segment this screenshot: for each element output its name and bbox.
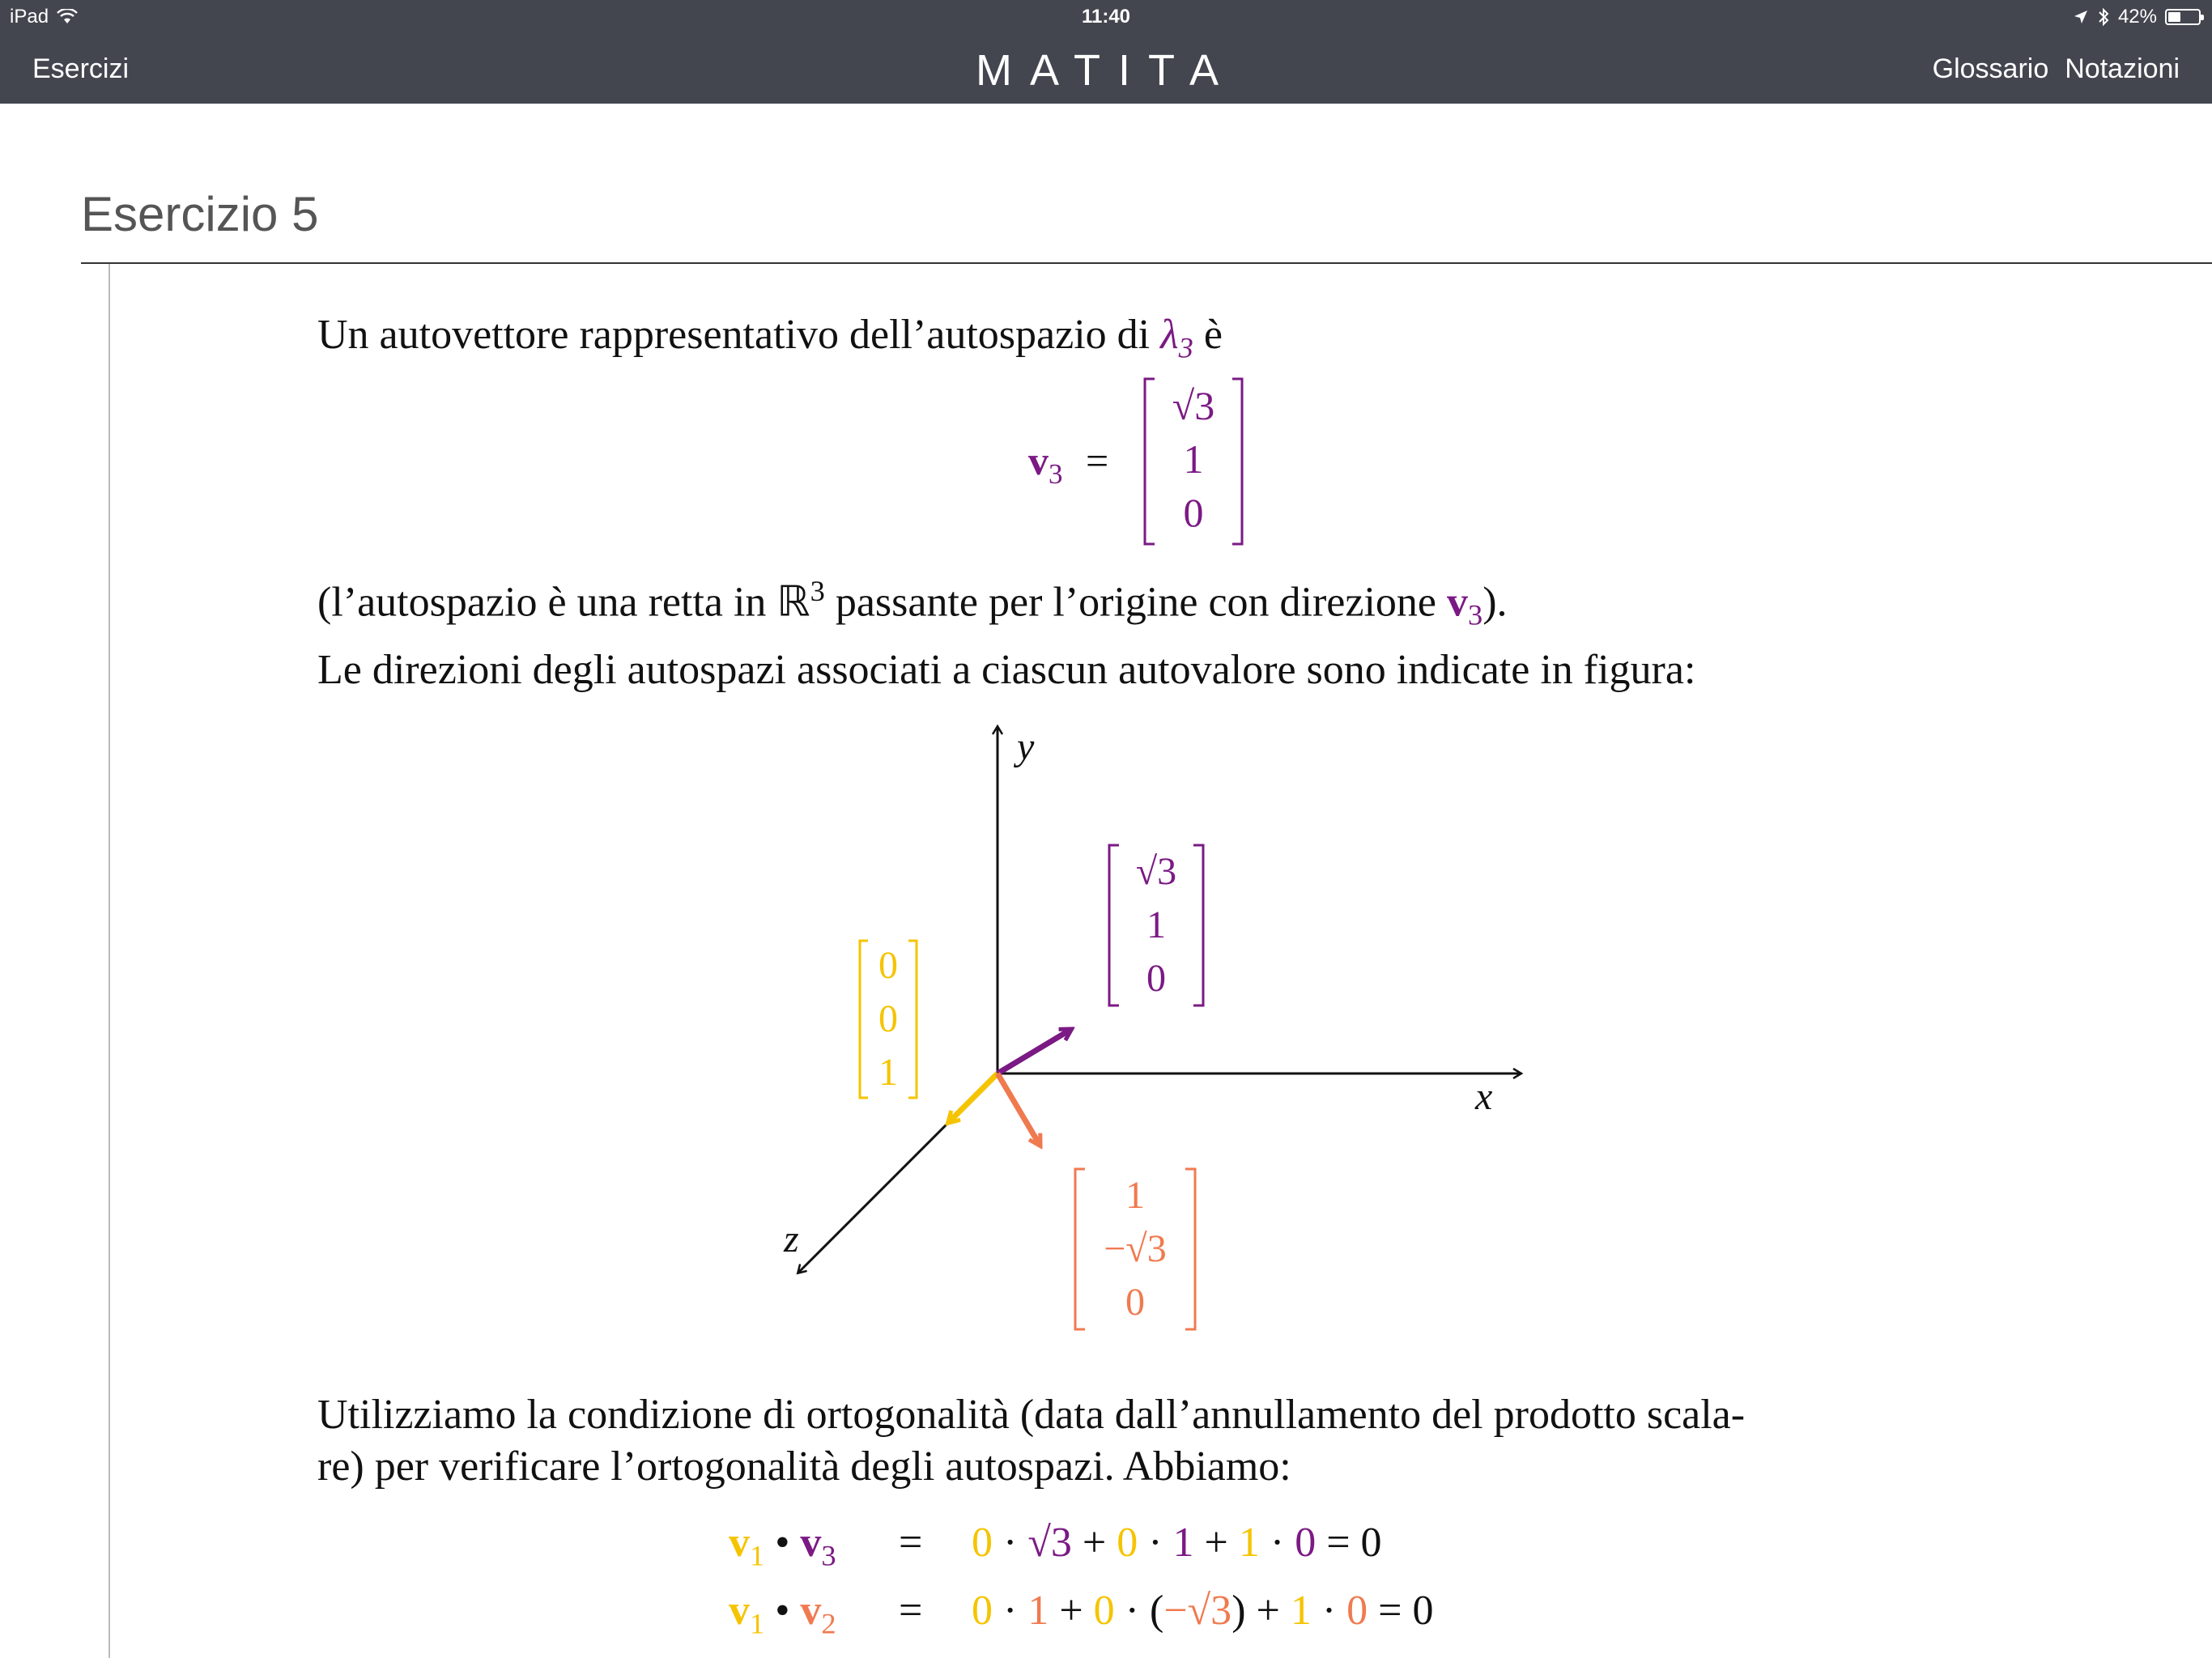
v1-entry-1: 0 (878, 944, 898, 987)
v1-entry-2: 0 (878, 997, 898, 1040)
eq2-term-8: ) (1231, 1588, 1246, 1634)
lambda-symbol (1160, 312, 1193, 364)
paragraph-1 (317, 309, 1223, 373)
eq-equals: = (1086, 438, 1109, 483)
eq2-term-2: 1 (1027, 1588, 1049, 1634)
v3-vector (998, 1030, 1070, 1073)
eq1-term-8: 1 (1238, 1520, 1260, 1566)
v2-entry-2: −√3 (1104, 1227, 1167, 1270)
paragraph-2 (317, 565, 1508, 641)
v3-matrix-entry-3: 0 (1183, 490, 1204, 535)
lambda-subscript: 3 (1178, 331, 1193, 364)
y-axis-label: y (1017, 725, 1035, 768)
equation-row-2-equals: = (899, 1588, 923, 1634)
eq1-dot: • (775, 1520, 790, 1566)
paragraph-3: Le direzioni degli autospazi associati a ciascun autovalore sono indicate in figura: (317, 647, 1696, 693)
paragraph-1-end: è (1203, 312, 1223, 358)
paragraph-4-line-2: re) per verificare l’ortogonalità degli autospazi. Abbiamo: (317, 1443, 1291, 1490)
v2-entry-1: 1 (1125, 1174, 1145, 1217)
eq-v: v (1028, 438, 1049, 483)
equation-row-2 (729, 1587, 836, 1640)
v3-figure-entry-1: √3 (1135, 850, 1177, 893)
paragraph-1-text: Un autovettore rappresentativo dell’autospazio di (317, 312, 1151, 358)
device-label: iPad (10, 6, 49, 28)
eq1-term-11: = (1326, 1520, 1351, 1566)
eq1-term-9: · (1270, 1520, 1285, 1566)
eq2-term-13: = (1378, 1588, 1402, 1634)
eq2-term-0: 0 (972, 1588, 993, 1634)
paragraph-2-text-a: (l’autospazio è una retta in ℝ (317, 579, 810, 626)
paragraph-2-text-b: passante per l’origine con direzione (835, 579, 1436, 626)
v3-equation (1028, 437, 1108, 491)
v3-matrix-entry-1: √3 (1172, 383, 1215, 428)
eq1-term-12: 0 (1360, 1520, 1382, 1566)
v1-vector (949, 1073, 998, 1122)
equation-row-2-rhs (972, 1587, 1434, 1635)
eq1-term-1: · (1003, 1520, 1018, 1566)
paragraph-2-end: ). (1482, 579, 1508, 626)
v3-matrix-entry-2: 1 (1183, 436, 1204, 482)
notation-button[interactable]: Notazioni (2065, 53, 2180, 84)
eq2-term-5: · (1125, 1588, 1139, 1634)
eq1-term-10: 0 (1295, 1520, 1317, 1566)
v2-vector (998, 1073, 1040, 1145)
eq1-v1-sub: 1 (750, 1539, 765, 1572)
eq2-term-14: 0 (1412, 1588, 1434, 1634)
eq2-term-12: 0 (1346, 1588, 1368, 1634)
eq1-v3: v (800, 1520, 822, 1566)
equation-row-1 (729, 1519, 836, 1572)
direction-v-subscript: 3 (1467, 598, 1483, 631)
eq2-term-11: · (1321, 1588, 1337, 1634)
exercise-title: Esercizio 5 (81, 187, 319, 241)
eq1-v1: v (729, 1520, 750, 1566)
clock: 11:40 (1081, 6, 1131, 28)
v3-figure-entry-3: 0 (1146, 957, 1166, 1000)
z-axis-label: z (784, 1218, 799, 1261)
eq2-v1-sub: 1 (750, 1607, 765, 1640)
r3-superscript: 3 (810, 575, 825, 607)
eq2-v2-sub: 2 (821, 1607, 836, 1640)
paragraph-4-line-1: Utilizziamo la condizione di ortogonalità (data dall’annullamento del prodotto scala- (317, 1392, 1746, 1438)
eq1-term-5: · (1148, 1520, 1163, 1566)
eq2-term-4: 0 (1093, 1588, 1115, 1634)
eq-v-subscript: 3 (1049, 458, 1063, 490)
eq2-term-6: ( (1149, 1588, 1164, 1634)
v1-matrix (860, 941, 917, 1098)
eq2-term-10: 1 (1290, 1588, 1312, 1634)
eq2-term-7: −√3 (1163, 1588, 1232, 1634)
battery-percent: 42% (2117, 6, 2157, 28)
eq2-term-9: + (1256, 1588, 1280, 1634)
v3-figure-matrix (1109, 845, 1203, 1005)
lambda-char: λ (1160, 312, 1179, 358)
eq2-v1: v (729, 1588, 750, 1634)
eq1-v3-sub: 3 (821, 1539, 836, 1572)
glossary-button[interactable]: Glossario (1932, 53, 2049, 84)
eq2-dot: • (775, 1588, 790, 1634)
v2-matrix (1075, 1169, 1195, 1329)
direction-v: v (1446, 579, 1468, 626)
back-button[interactable]: Esercizi (32, 53, 130, 84)
eq2-term-1: · (1003, 1588, 1018, 1634)
v3-figure-entry-2: 1 (1146, 903, 1166, 946)
eq2-term-3: + (1059, 1588, 1083, 1634)
equation-row-1-equals: = (899, 1520, 923, 1566)
eq1-term-2: √3 (1027, 1520, 1072, 1566)
app-title: MATITA (976, 46, 1236, 95)
eigenspace-figure (761, 712, 1555, 1344)
eq1-term-4: 0 (1117, 1520, 1138, 1566)
v3-matrix (1142, 377, 1247, 547)
eq2-v2: v (800, 1588, 822, 1634)
eq1-term-6: 1 (1172, 1520, 1194, 1566)
v1-entry-3: 1 (878, 1051, 898, 1094)
eq1-term-7: + (1204, 1520, 1228, 1566)
eq1-term-3: + (1082, 1520, 1107, 1566)
v2-entry-3: 0 (1125, 1281, 1145, 1324)
eq1-term-0: 0 (972, 1520, 993, 1566)
equation-row-1-rhs (972, 1519, 1382, 1567)
x-axis-label: x (1475, 1075, 1493, 1118)
